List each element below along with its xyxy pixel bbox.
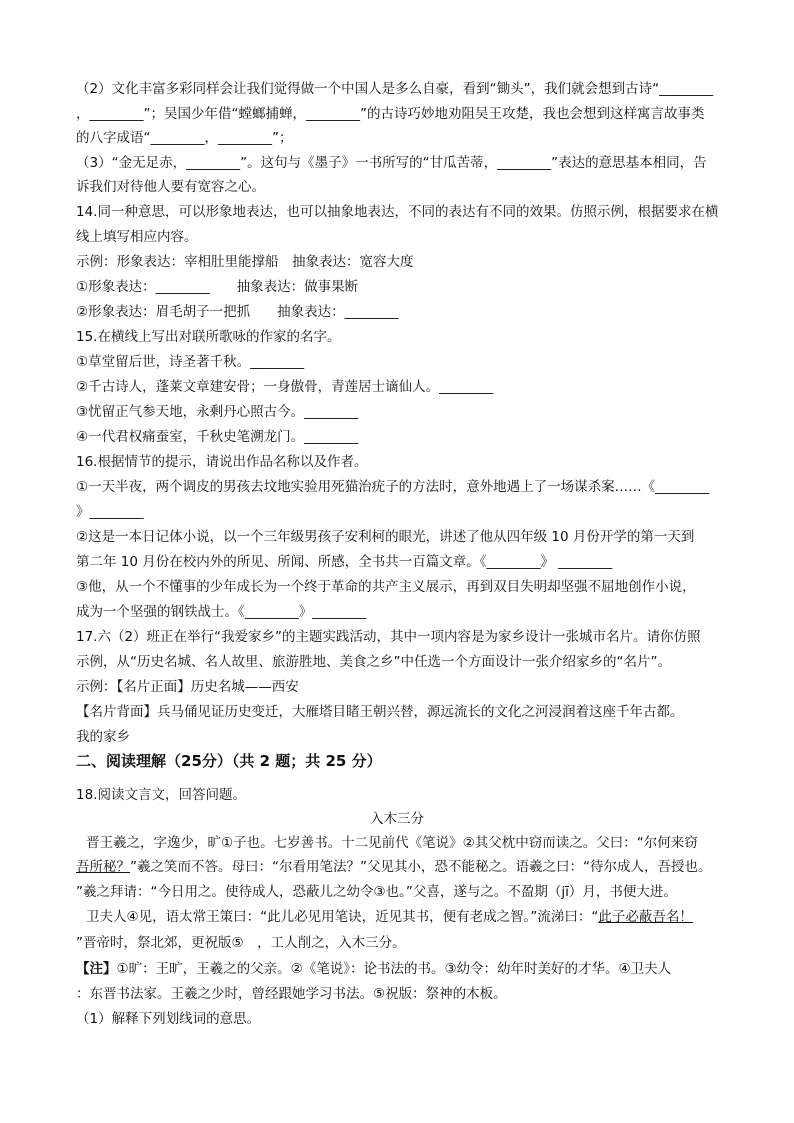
q13-part3-line2: 诉我们对待他人要有宽容之心。 [76, 179, 265, 195]
passage-line4 [86, 908, 736, 926]
q18-prompt: 18.阅读文言文，回答问题。 [76, 787, 246, 803]
underlined-phrase-2: 此子必蔽吾名！ [598, 909, 693, 925]
q15-prompt: 15.在横线上写出对联所歌咏的作家的名字。 [76, 329, 341, 345]
underlined-phrase-1: 吾所秘？ [76, 859, 130, 875]
q15-item2: ②千古诗人，蓬莱文章建安骨；一身傲骨，青莲居士谪仙人。________ [76, 379, 494, 395]
q17-example-front: 示例：【名片正面】历史名城——西安 [76, 679, 299, 695]
passage-line5: ”晋帝时，祭北郊，更祝版⑤ ，工人削之，入木三分。 [76, 935, 406, 951]
q15-item4: ④一代君权痛蚕室，千秋史笔溯龙门。________ [76, 429, 359, 445]
q17-prompt-line2: 示例，从“历史名城、名人故里、旅游胜地、美食之乡”中任选一个方面设计一张介绍家乡的“名片”。 [76, 654, 671, 670]
q16-item3-line1: ③他，从一个不懂事的少年成长为一个终于革命的共产主义展示，再到双目失明却坚强不屈地创作小说， [76, 579, 696, 595]
q13-part3-line1: （3）“金无足赤，________”。这句与《墨子》一书所写的“甘瓜苦蒂，________”表达的意思基本相同，告 [76, 155, 707, 171]
q14-prompt-line1: 14.同一种意思，可以形象地表达，也可以抽象地表达，不同的表达有不同的效果。仿照示例，根据要求在横 [76, 204, 719, 220]
q15-item1: ①草堂留后世，诗圣著千秋。________ [76, 354, 305, 370]
q14-item2: ②形象表达：眉毛胡子一把抓 抽象表达：________ [76, 304, 399, 320]
q17-answer-label: 我的家乡 [76, 729, 130, 745]
q18-sub1: （1）解释下列划线词的意思。 [76, 1011, 261, 1027]
q16-prompt: 16.根据情节的提示，请说出作品名称以及作者。 [76, 454, 368, 470]
notes-label: 【注】 [76, 961, 117, 977]
q13-part2-line1: （2）文化丰富多彩同样会让我们觉得做一个中国人是多么自豪，看到“锄头”，我们就会想到古诗“________ [76, 81, 714, 97]
q14-prompt-line2: 线上填写相应内容。 [76, 229, 198, 245]
q16-item3-line2: 成为一个坚强的钢铁战士。《________》________ [76, 604, 367, 620]
notes-line1-text: ①旷：王旷，王羲之的父亲。②《笔说》：论书法的书。③幼令：幼年时美好的才华。④卫夫人 [116, 961, 672, 977]
q13-part2-line3: 的八字成语“________，________”； [76, 130, 293, 146]
q16-item1-line2: 》________ [76, 504, 144, 520]
passage-line2 [76, 858, 726, 876]
q13-part2-line2: ，________”；吴国少年借“螳螂捕蝉，________”的古诗巧妙地劝阻吴王攻楚，我也会想到这样寓言故事类 [76, 106, 705, 122]
section-heading-reading: 二、阅读理解（25分）（共 2 题；共 25 分） [76, 752, 382, 770]
q15-item3: ③忧留正气参天地，永剩丹心照古今。________ [76, 404, 359, 420]
passage-line4-text: 卫夫人④见，语太常王策曰：“此儿必见用笔诀，近见其书，便有老成之智。”流涕曰：“ [86, 909, 599, 925]
q14-item1: ①形象表达：________ 抽象表达：做事果断 [76, 279, 359, 295]
passage-title: 入木三分 [370, 811, 424, 827]
notes-line2: ：东晋书法家。王羲之少时，曾经跟她学习书法。⑤祝版：祭神的木板。 [76, 986, 507, 1002]
q17-prompt-line1: 17.六（2）班正在举行“我爱家乡”的主题实践活动，其中一项内容是为家乡设计一张城市名片。请你仿照 [76, 629, 701, 645]
passage-line2-text: ”羲之笑而不答。母曰：“尔看用笔法？”父见其小，恐不能秘之。语羲之曰：“待尔成人，吾授也。 [130, 859, 712, 875]
q14-example: 示例：形象表达：宰相肚里能撑船 抽象表达：宽容大度 [76, 254, 414, 270]
q17-example-back: 【名片背面】兵马俑见证历史变迁，大雁塔目睹王朝兴替，源远流长的文化之河浸润着这座千年古都。 [76, 704, 684, 720]
q16-item2-line2: 第二年 10 月份在校内外的所见、所闻、所感，全书共一百篇文章。《________》 ________ [76, 554, 613, 570]
q16-item1-line1: ①一天半夜，两个调皮的男孩去坟地实验用死猫治疣子的方法时，意外地遇上了一场谋杀案……《________ [76, 479, 710, 495]
passage-line1: 晋王羲之，字逸少，旷①子也。七岁善书。十二见前代《笔说》②其父枕中窃而读之。父曰：“尔何来窃 [86, 835, 698, 851]
notes-line1 [76, 960, 726, 978]
q16-item2-line1: ②这是一本日记体小说，以一个三年级男孩子安利柯的眼光，讲述了他从四年级 10 月份开学的第一天到 [76, 529, 695, 545]
passage-line3: ”羲之拜请：“今日用之。使待成人，恐蔽儿之幼令③也。”父喜，遂与之。不盈期（jī）月，书便大进。 [76, 884, 677, 900]
